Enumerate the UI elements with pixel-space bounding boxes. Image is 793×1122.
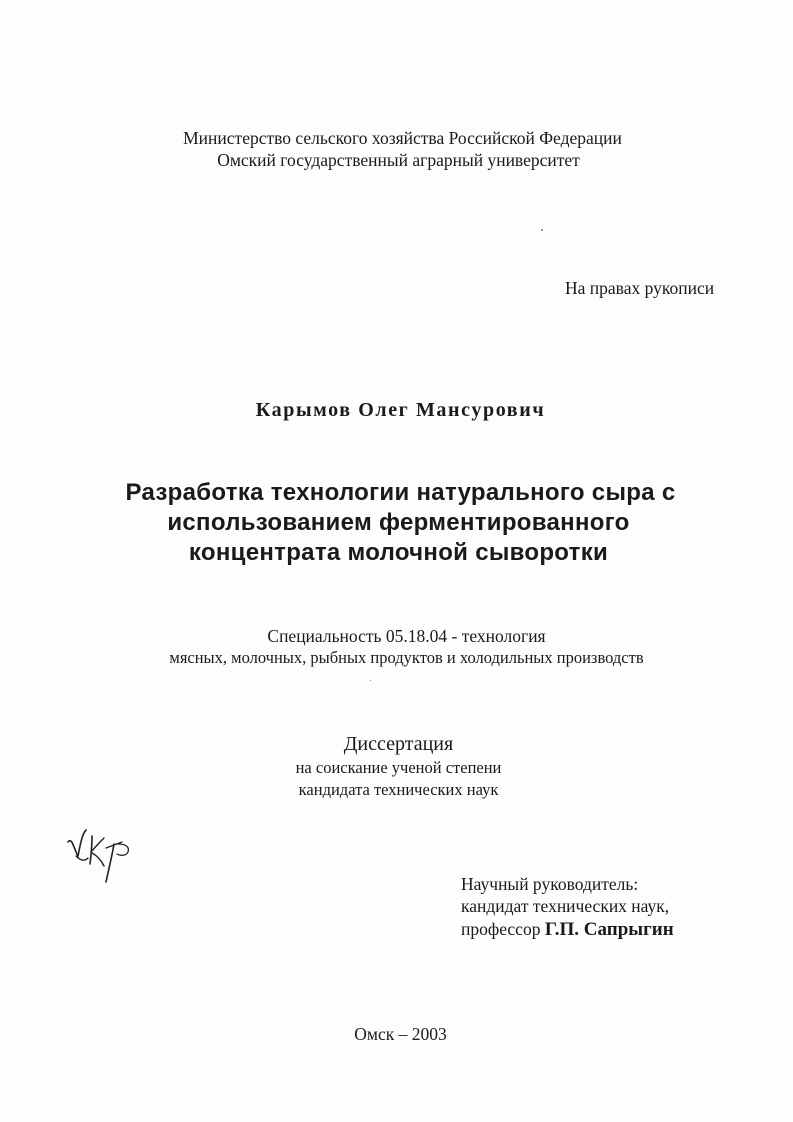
manuscript-rights-note: На правах рукописи [565, 278, 715, 298]
ministry-name: Министерство сельского хозяйства Российской Федерации [183, 128, 622, 148]
scan-speck [370, 680, 371, 681]
degree-line-2: кандидата технических наук [298, 780, 499, 799]
dissertation-label: Диссертация [343, 733, 454, 755]
title-line-3: концентрата молочной сыворотки [188, 539, 609, 566]
title-line-2: использованием ферментированного [167, 509, 630, 536]
degree-line-1: на соискание ученой степени [295, 758, 502, 777]
supervisor-rank: профессор [461, 919, 541, 939]
university-name: Омский государственный аграрный университет [217, 150, 580, 170]
specialty-line-1: Специальность 05.18.04 - технология [267, 626, 546, 646]
supervisor-name: Г.П. Сапрыгин [544, 919, 674, 940]
supervisor-degree: кандидат технических наук, [461, 896, 670, 916]
scan-speck [541, 229, 543, 231]
city-and-year: Омск – 2003 [354, 1024, 447, 1044]
author-name: Карымов Олег Мансурович [255, 399, 546, 421]
title-line-1: Разработка технологии натурального сыра с [125, 479, 676, 506]
supervisor-line [461, 918, 674, 941]
handwritten-signature [62, 822, 142, 888]
supervisor-label: Научный руководитель: [461, 874, 639, 894]
specialty-line-2: мясных, молочных, рыбных продуктов и холодильных производств [169, 648, 644, 667]
